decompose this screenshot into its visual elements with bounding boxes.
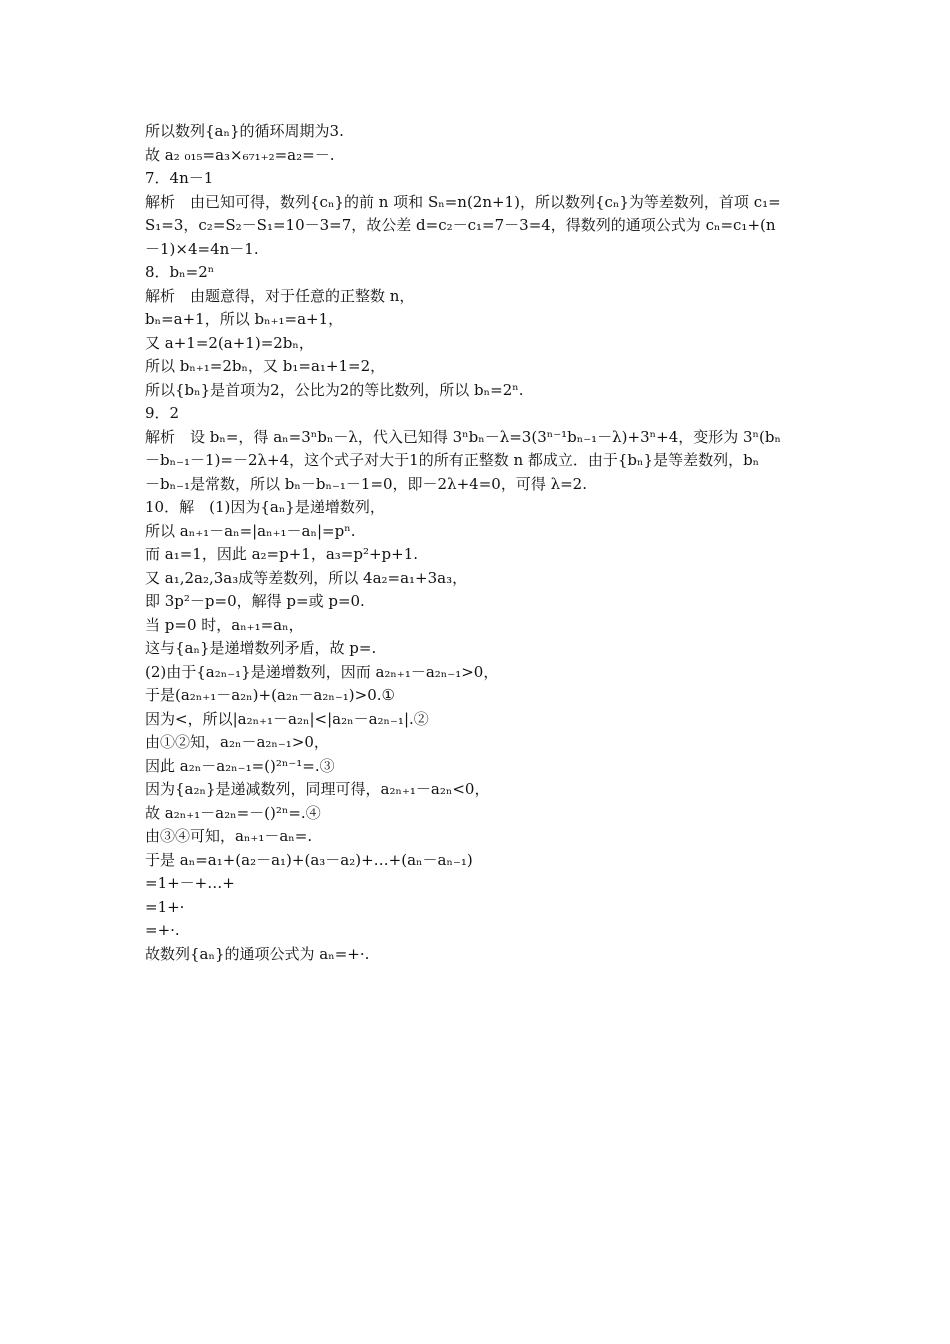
- text-line: 当 p=0 时，aₙ₊₁=aₙ，: [145, 615, 304, 634]
- text-line: －1)×4=4n－1.: [145, 239, 259, 258]
- text-line: 又 a₁,2a₂,3a₃成等差数列，所以 4a₂=a₁+3a₃，: [145, 568, 468, 587]
- text-line: 这与{aₙ}是递增数列矛盾，故 p=.: [145, 639, 377, 657]
- text-line: 于是 aₙ=a₁+(a₂－a₁)+(a₃－a₂)+…+(aₙ－aₙ₋₁): [145, 850, 473, 869]
- document-body: [145, 120, 813, 966]
- text-line: bₙ=a+1，所以 bₙ₊₁=a+1，: [145, 310, 344, 328]
- text-line: 9．2: [145, 404, 180, 422]
- text-line: =1+－+…+: [145, 874, 235, 892]
- text-line: 因为{a₂ₙ}是递减数列，同理可得，a₂ₙ₊₁－a₂ₙ<0，: [145, 780, 490, 798]
- text-line: 所以数列{aₙ}的循环周期为3.: [145, 122, 344, 140]
- text-line: 7．4n－1: [145, 169, 214, 187]
- text-line: =1+·: [145, 897, 185, 916]
- text-line: (2)由于{a₂ₙ₋₁}是递增数列，因而 a₂ₙ₊₁－a₂ₙ₋₁>0，: [145, 662, 499, 681]
- text-line: 由③④可知，aₙ₊₁－aₙ=.: [145, 827, 313, 845]
- text-line: 所以{bₙ}是首项为2，公比为2的等比数列，所以 bₙ=2ⁿ.: [145, 380, 524, 399]
- text-line: 而 a₁=1，因此 a₂=p+1，a₃=p²+p+1.: [145, 545, 419, 563]
- text-line: 因为<，所以|a₂ₙ₊₁－a₂ₙ|<|a₂ₙ－a₂ₙ₋₁|.②: [145, 709, 429, 728]
- text-line: 解析 由题意得，对于任意的正整数 n，: [145, 286, 415, 305]
- text-line: 故 a₂ₙ₊₁－a₂ₙ=－()²ⁿ=.④: [145, 803, 321, 822]
- text-line: 因此 a₂ₙ－a₂ₙ₋₁=()²ⁿ⁻¹=.③: [145, 756, 335, 775]
- text-line: 又 a+1=2(a+1)=2bₙ，: [145, 333, 314, 352]
- text-line: 由①②知，a₂ₙ－a₂ₙ₋₁>0，: [145, 733, 329, 751]
- text-line: 所以 bₙ₊₁=2bₙ，又 b₁=a₁+1=2，: [145, 357, 386, 375]
- text-line: =+·.: [145, 921, 180, 939]
- text-line: 解析 由已知可得，数列{cₙ}的前 n 项和 Sₙ=n(2n+1)，所以数列{cₙ}为等差数列，首项 c₁=: [145, 192, 781, 211]
- text-line: 10．解 (1)因为{aₙ}是递增数列，: [145, 498, 385, 516]
- text-line: S₁=3，c₂=S₂－S₁=10－3=7，故公差 d=c₂－c₁=7－3=4，得数列的通项公式为 cₙ=c₁+(n: [145, 216, 776, 234]
- text-line: 8．bₙ=2ⁿ: [145, 263, 215, 281]
- text-line: 故数列{aₙ}的通项公式为 aₙ=+·.: [145, 944, 370, 963]
- text-line: －bₙ₋₁－1)=－2λ+4，这个式子对大于1的所有正整数 n 都成立．由于{bₙ}是等差数列，bₙ: [145, 451, 760, 469]
- text-line: 所以 aₙ₊₁－aₙ=|aₙ₊₁－aₙ|=pⁿ.: [145, 521, 356, 540]
- text-line: 于是(a₂ₙ₊₁－a₂ₙ)+(a₂ₙ－a₂ₙ₋₁)>0.①: [145, 686, 395, 704]
- text-line: 解析 设 bₙ=，得 aₙ=3ⁿbₙ－λ，代入已知得 3ⁿbₙ－λ=3(3ⁿ⁻¹bₙ₋₁－λ)+3ⁿ+4，变形为 3ⁿ(bₙ: [145, 427, 781, 446]
- text-line: 即 3p²－p=0，解得 p=或 p=0.: [145, 592, 365, 610]
- text-line: 故 a₂ ₀₁₅=a₃×₆₇₁₊₂=a₂=－.: [145, 145, 335, 164]
- text-line: －bₙ₋₁是常数，所以 bₙ－bₙ₋₁－1=0，即－2λ+4=0，可得 λ=2.: [145, 474, 587, 493]
